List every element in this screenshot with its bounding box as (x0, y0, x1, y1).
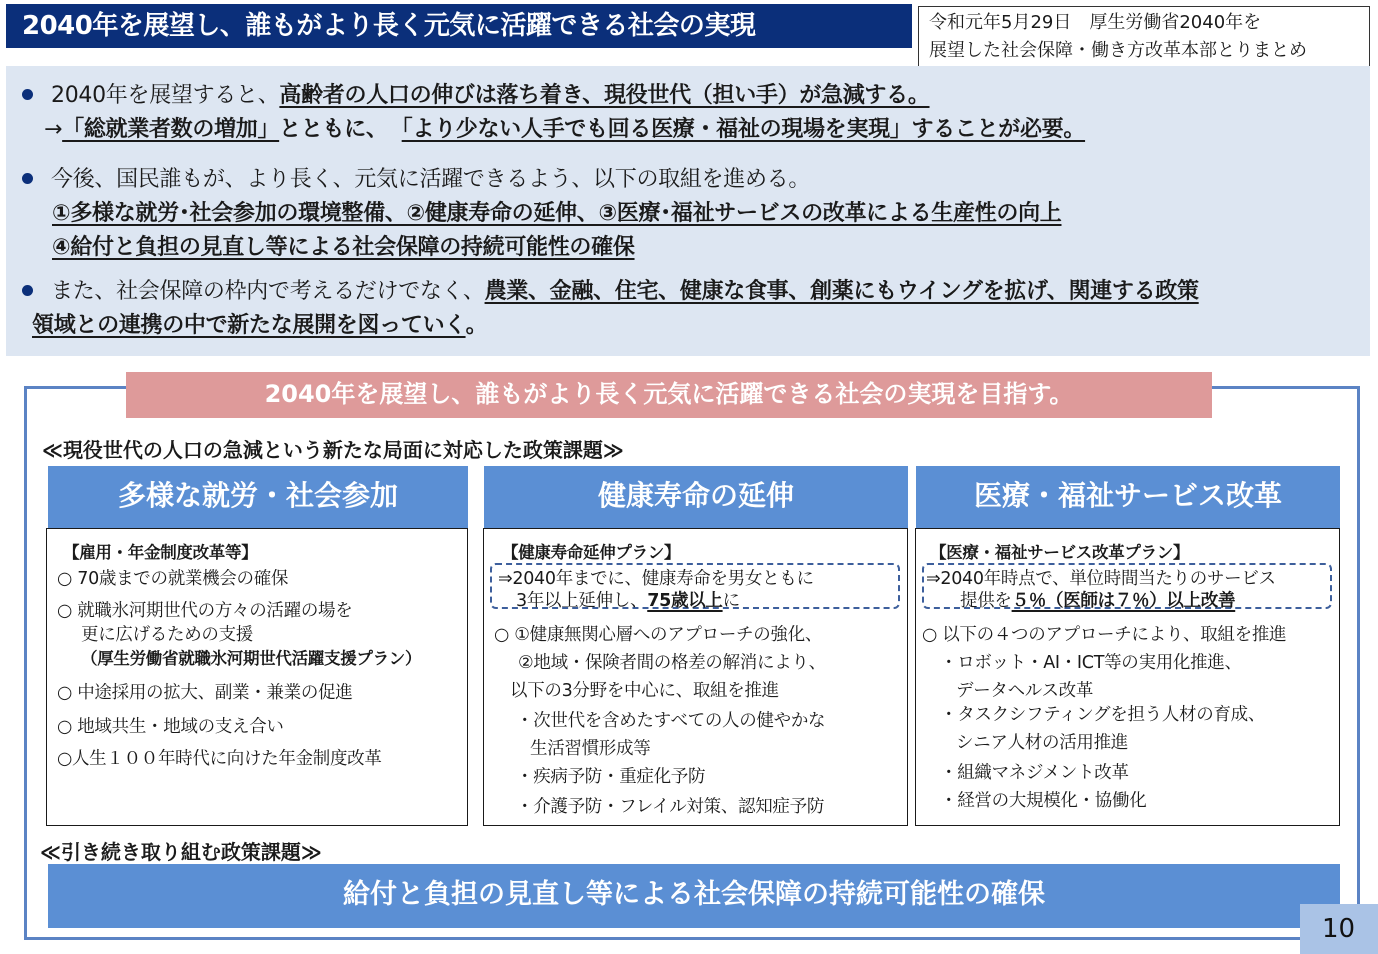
target-line: ⇒2040年までに、健康寿命を男女ともに (498, 569, 814, 589)
summary-point-3 (6, 274, 1370, 305)
list-item: ・介護予防・フレイル対策、認知症予防 (516, 797, 825, 817)
list-item: ・ロボット・AI・ICT等の実用化推進、 (940, 653, 1242, 673)
source-line-1: 令和元年5月29日 厚生労働省2040年を (929, 12, 1262, 33)
plan-label: 【医療・福祉サービス改革プラン】 (930, 543, 1190, 562)
bullet-icon (22, 89, 33, 100)
goal-banner: 2040年を展望し、誰もがより長く元気に活躍できる社会の実現を目指す。 (126, 372, 1212, 418)
column-title-medical-welfare: 医療・福祉サービス改革 (916, 466, 1340, 528)
section-heading-new-challenges: ≪現役世代の人口の急減という新たな局面に対応した政策課題≫ (42, 438, 624, 462)
arrow-icon: → (44, 117, 63, 142)
list-item: ○ 以下の４つのアプローチにより、取組を推進 (922, 625, 1287, 645)
summary-p2-item1 (6, 196, 1370, 227)
target-text: 3年以上延伸し、 (516, 591, 648, 611)
page-title: 2040年を展望し、誰もがより長く元気に活躍できる社会の実現 (6, 4, 912, 48)
column-title-healthy-life: 健康寿命の延伸 (484, 466, 908, 528)
target-line-2 (516, 587, 740, 612)
target-value: ５％（医師は７％）以上改善 (1011, 591, 1236, 611)
list-item: ・疾病予防・重症化予防 (516, 767, 706, 787)
list-item: ○ ①健康無関心層へのアプローチの強化、 (494, 625, 823, 645)
summary-p1-b3: 「より少ない人手でも回る医療・福祉の現場を実現」することが必要。 (401, 117, 1086, 142)
target-text: 提供を (960, 591, 1012, 611)
list-item: ・タスクシフティングを担う人材の育成、 (940, 705, 1266, 725)
source-line-2: 展望した社会保障・働き方改革本部とりまとめ (929, 40, 1307, 61)
summary-p3-bold1: 農業、金融、住宅、健康な食事、創薬にもウイングを拡げ、関連する政策 (484, 279, 1199, 304)
summary-p2-item1-text: ①多様な就労･社会参加の環境整備、②健康寿命の延伸、③医療･福祉サービスの改革による生産性の向上 (52, 201, 1062, 226)
summary-p1-b2: 「総就業者数の増加」 (62, 117, 280, 142)
summary-point-1 (6, 78, 1370, 109)
bullet-icon (22, 173, 33, 184)
target-line: ⇒2040年時点で、単位時間当たりのサービス (926, 569, 1276, 589)
summary-p2-lead: 今後、国民誰もが、より長く、元気に活躍できるよう、以下の取組を進める。 (51, 167, 811, 192)
summary-p1-mid: とともに、 (279, 117, 388, 142)
list-item: ○ 70歳までの就業機会の確保 (57, 569, 289, 589)
target-line-2 (960, 587, 1235, 612)
summary-p2-item2 (6, 230, 1370, 261)
summary-p3-end: 。 (465, 313, 488, 338)
list-item-cont: （厚生労働省就職氷河期世代活躍支援プラン） (81, 649, 422, 668)
list-item-cont: データヘルス改革 (956, 681, 1094, 701)
column-box-medical-welfare (915, 528, 1340, 826)
list-item: ○ 地域共生・地域の支え合い (57, 717, 284, 737)
summary-p1-lead: 2040年を展望すると、 (51, 83, 280, 108)
list-item: ○ 中途採用の拡大、副業・兼業の促進 (57, 683, 353, 703)
summary-p3-bold2: 領域との連携の中で新たな展開を図っていく (32, 313, 466, 338)
continuing-issue-bar: 給付と負担の見直し等による社会保障の持続可能性の確保 (48, 864, 1340, 928)
list-item-cont: 生活習慣形成等 (530, 739, 651, 759)
target-text: に (722, 591, 740, 611)
list-item-cont: 更に広げるための支援 (81, 625, 253, 645)
summary-point-2 (6, 162, 1370, 193)
section-heading-continuing: ≪引き続き取り組む政策課題≫ (40, 840, 322, 864)
list-item: ・組織マネジメント改革 (940, 763, 1129, 783)
source-note (918, 6, 1370, 68)
summary-p1-bold: 高齢者の人口の伸びは落ち着き、現役世代（担い手）が急減する。 (279, 83, 930, 108)
plan-label: 【健康寿命延伸プラン】 (502, 543, 681, 562)
bullet-icon (22, 285, 33, 296)
list-item: ・経営の大規模化・協働化 (940, 791, 1147, 811)
list-item: ○ 就職氷河期世代の方々の活躍の場を (57, 601, 353, 621)
list-item: ○人生１００年時代に向けた年金制度改革 (57, 749, 382, 769)
summary-point-3-cont (6, 308, 1370, 339)
plan-label: 【雇用・年金制度改革等】 (63, 543, 258, 562)
summary-p2-item2-text: ④給付と負担の見直し等による社会保障の持続可能性の確保 (52, 235, 635, 260)
list-item-cont: 以下の3分野を中心に、取組を推進 (510, 681, 779, 701)
page-number: 10 (1322, 914, 1356, 944)
list-item: ・次世代を含めたすべての人の健やかな (516, 711, 826, 731)
column-box-healthy-life (483, 528, 908, 826)
column-title-employment: 多様な就労・社会参加 (48, 466, 468, 528)
column-box-employment (46, 528, 468, 826)
summary-p3-lead: また、社会保障の枠内で考えるだけでなく、 (51, 279, 485, 304)
summary-point-1-sub (6, 112, 1370, 143)
target-value: 75歳以上 (647, 591, 723, 611)
list-item-cont: シニア人材の活用推進 (956, 733, 1128, 753)
list-item-cont: ②地域・保険者間の格差の解消により、 (518, 653, 826, 673)
summary-panel (6, 66, 1370, 356)
